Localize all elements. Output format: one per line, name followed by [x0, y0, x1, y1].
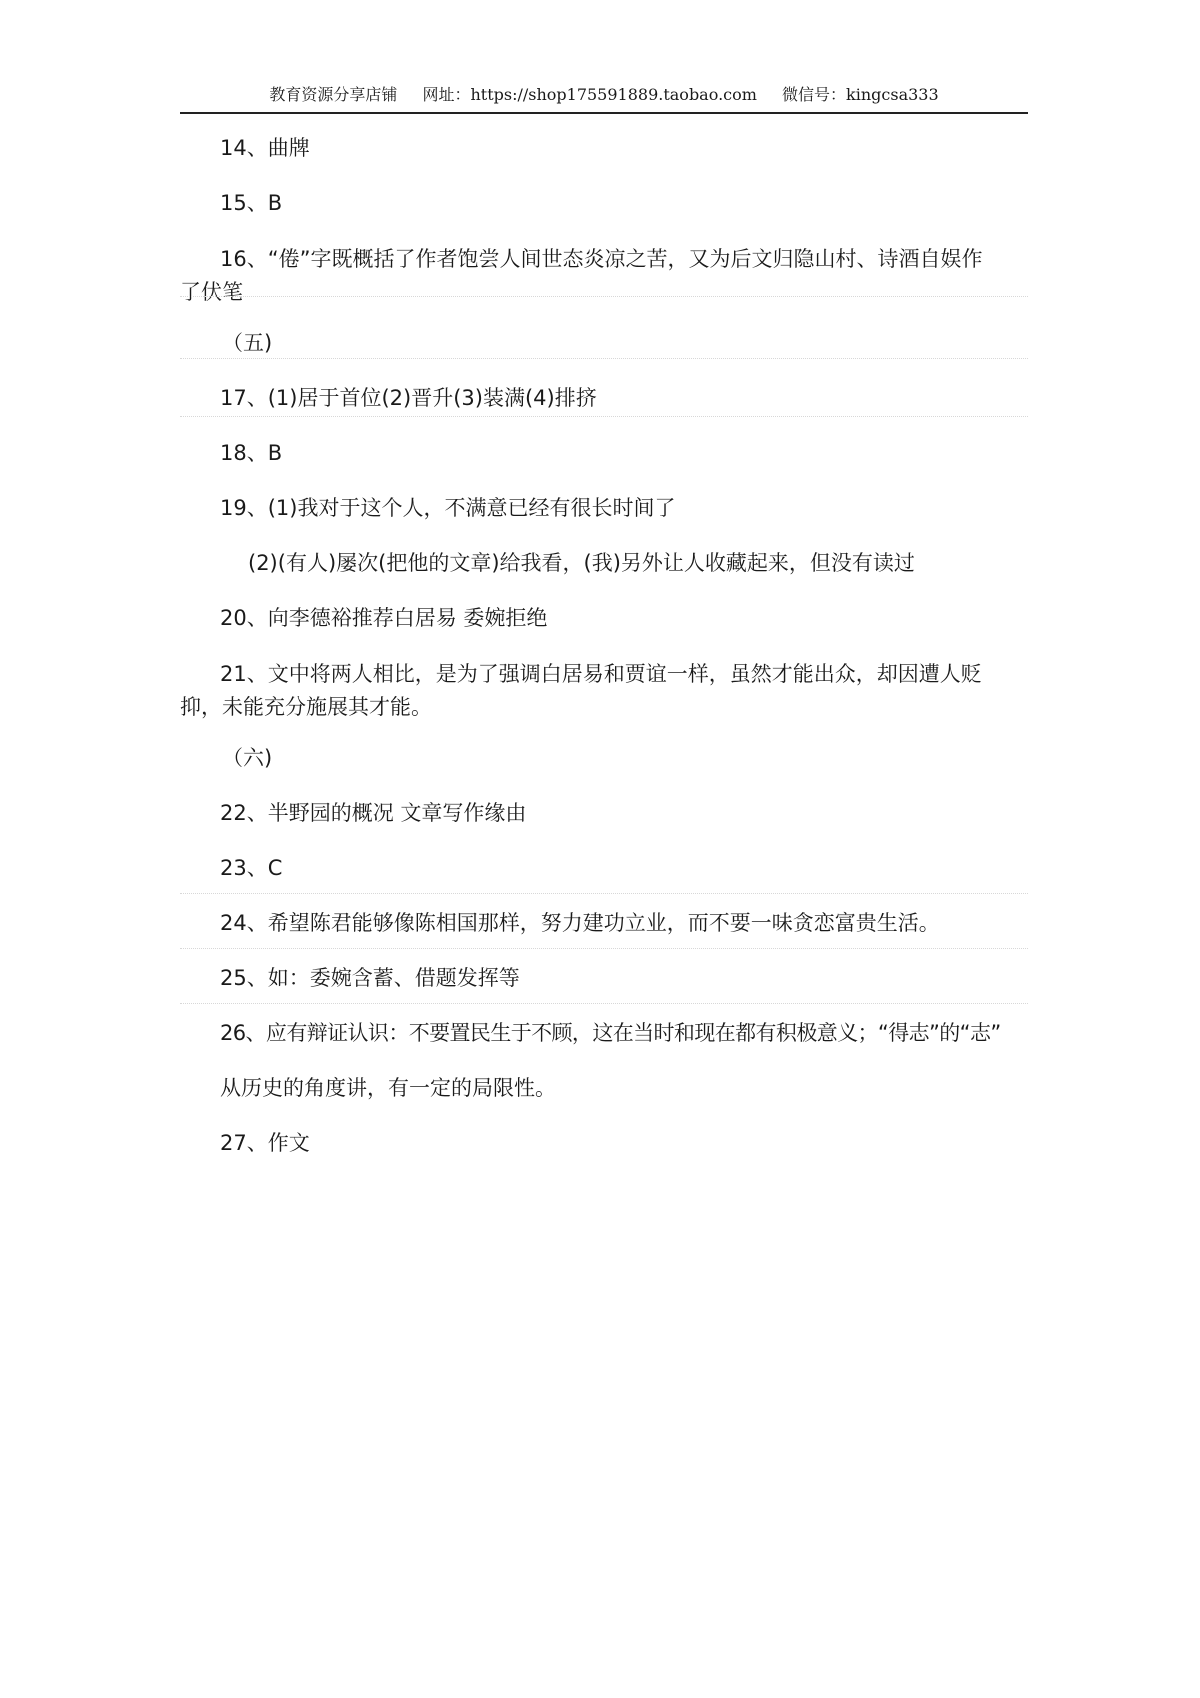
answer-26: 26、应有辩证认识：不要置民生于不顾，这在当时和现在都有积极意义；“得志”的“志” — [220, 1021, 1001, 1045]
answer-14: 14、曲牌 — [220, 136, 310, 160]
answer-25: 25、如：委婉含蓄、借题发挥等 — [220, 966, 520, 990]
section-6-heading: （六) — [222, 746, 273, 770]
answer-22: 22、半野园的概况 文章写作缘由 — [220, 801, 527, 825]
answer-16: 16、“倦”字既概括了作者饱尝人间世态炎凉之苦，又为后文归隐山村、诗酒自娱作了伏笔 — [180, 247, 983, 304]
divider — [180, 893, 1028, 894]
answer-15: 15、B — [220, 191, 283, 215]
divider — [180, 1003, 1028, 1004]
answer-17: 17、(1)居于首位(2)晋升(3)装满(4)排挤 — [220, 386, 597, 410]
answer-24: 24、希望陈君能够像陈相国那样，努力建功立业，而不要一味贪恋富贵生活。 — [220, 911, 940, 935]
answer-27: 27、作文 — [220, 1131, 310, 1155]
answer-26-part2: 从历史的角度讲，有一定的局限性。 — [220, 1076, 556, 1100]
divider — [180, 358, 1028, 359]
divider — [180, 296, 1028, 297]
answer-23: 23、C — [220, 856, 283, 880]
answer-19-part2: (2)(有人)屡次(把他的文章)给我看，(我)另外让人收藏起来，但没有读过 — [248, 551, 915, 575]
wechat-id: 微信号：kingcsa333 — [782, 85, 939, 104]
answer-19: 19、(1)我对于这个人，不满意已经有很长时间了 — [220, 496, 676, 520]
shop-url: 网址：https://shop175591889.taobao.com — [422, 85, 757, 104]
answer-21: 21、文中将两人相比，是为了强调白居易和贾谊一样，虽然才能出众，却因遭人贬抑，未能充分施展其才能。 — [180, 662, 982, 719]
answer-20: 20、向李德裕推荐白居易 委婉拒绝 — [220, 606, 548, 630]
section-5-heading: （五) — [222, 331, 273, 355]
answer-18: 18、B — [220, 441, 283, 465]
divider — [180, 416, 1028, 417]
shop-name: 教育资源分享店铺 — [269, 85, 398, 104]
divider — [180, 948, 1028, 949]
